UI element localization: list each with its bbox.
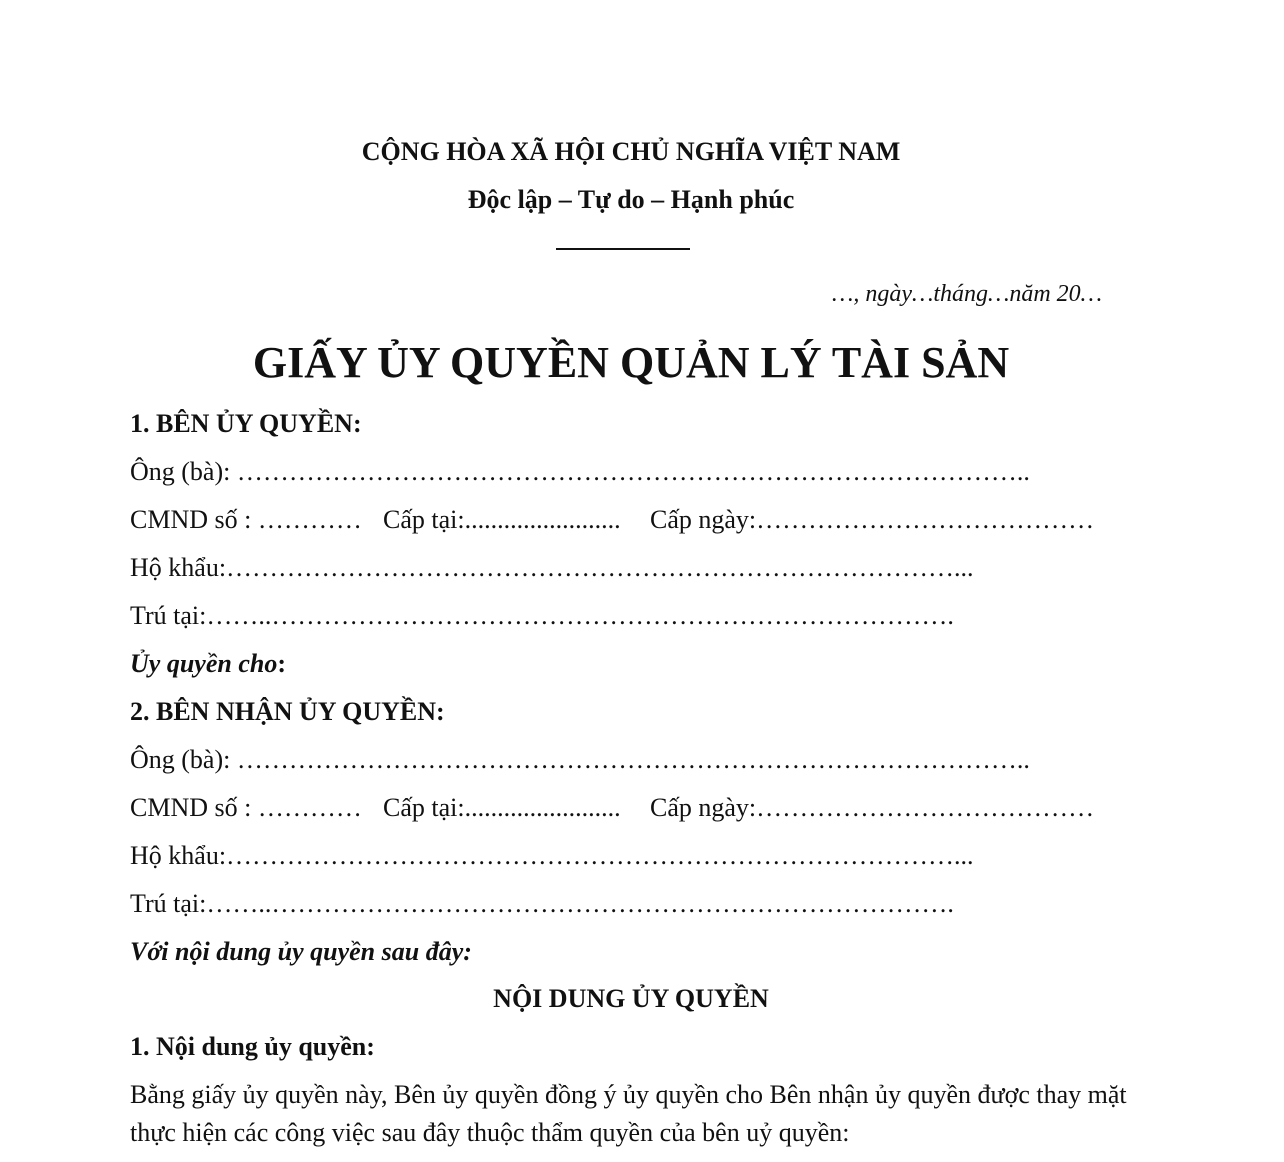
date-line: …, ngày…tháng…năm 20…: [831, 281, 1102, 307]
authorize-to-label: [130, 651, 286, 677]
content-paragraph: Bằng giấy ủy quyền này, Bên ủy quyền đồng ý ủy quyền cho Bên nhận ủy quyền được thay mặt thực hiện các công việc sau đây thuộc thẩm quyền của bên uỷ quyền:: [130, 1080, 1127, 1147]
nation-heading: CỘNG HÒA XÃ HỘI CHỦ NGHĨA VIỆT NAM: [361, 137, 901, 166]
document-title: GIẤY ỦY QUYỀN QUẢN LÝ TÀI SẢN: [252, 338, 1010, 387]
header-divider: [556, 248, 690, 250]
authorize-to-text: Ủy quyền cho: [130, 649, 278, 678]
party1-name-line: Ông (bà): ………………………………………………………………………………..: [130, 457, 1030, 486]
party2-residence-line: Trú tại:……..…………………………………………………………………….: [130, 889, 954, 918]
party1-heading: 1. BÊN ỦY QUYỀN:: [130, 409, 362, 438]
party1-issued-date: Cấp ngày:…………………………………: [650, 505, 1095, 534]
party2-cmnd: CMND số : …………: [130, 793, 362, 822]
party1-id-row: [130, 507, 1094, 533]
party2-household-line: Hộ khẩu:…………………………………………………………………………...: [130, 841, 974, 870]
party2-name-line: Ông (bà): ………………………………………………………………………………..: [130, 745, 1030, 774]
content-heading: NỘI DUNG ỦY QUYỀN: [493, 984, 769, 1013]
party1-residence-line: Trú tại:……..…………………………………………………………………….: [130, 601, 954, 630]
authorize-to-colon: :: [277, 649, 286, 678]
motto: Độc lập – Tự do – Hạnh phúc: [467, 185, 795, 214]
content-intro: Với nội dung ủy quyền sau đây:: [130, 937, 472, 966]
party1-issued-place: Cấp tại:........................: [383, 505, 621, 534]
content-subheading: 1. Nội dung ủy quyền:: [130, 1032, 375, 1061]
party2-issued-place: Cấp tại:........................: [383, 793, 621, 822]
party2-issued-date: Cấp ngày:…………………………………: [650, 793, 1095, 822]
party1-household-line: Hộ khẩu:…………………………………………………………………………...: [130, 553, 974, 582]
party1-cmnd: CMND số : …………: [130, 505, 362, 534]
party2-heading: 2. BÊN NHẬN ỦY QUYỀN:: [130, 697, 445, 726]
party2-id-row: [130, 795, 1094, 821]
